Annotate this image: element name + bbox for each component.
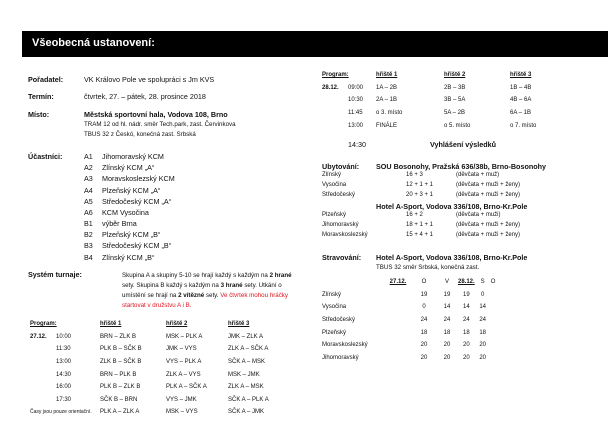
- system-bold-2: 3 hrané: [220, 282, 243, 289]
- section-title: Všeobecná ustanovení:: [32, 37, 155, 49]
- headcount-note: (děvčata + muži + ženy): [456, 192, 521, 198]
- system-red-1: Ve čtvrtek mohou hráčky: [220, 292, 288, 299]
- time-cell: 17:30: [56, 396, 72, 403]
- meals-row: [322, 352, 495, 365]
- program-28-row: [322, 94, 580, 107]
- team-name: Zlínský: [322, 291, 342, 298]
- accommodation-hotel1: SOU Bosonohy, Pražská 636/38b, Brno-Bosonohy: [376, 162, 547, 171]
- program-28-table: [322, 69, 580, 132]
- meal-count: 20: [443, 342, 451, 349]
- team-name: Plzeňský: [322, 329, 347, 336]
- participant-code: B1: [84, 219, 93, 228]
- participant-item: [84, 241, 171, 252]
- participant-item: [84, 186, 175, 197]
- meal-count: 24: [420, 317, 428, 324]
- headcount-note: (děvčata + muži + ženy): [456, 232, 521, 238]
- system-text-3b: sety.: [204, 292, 221, 299]
- program-27-court2: hřiště 2: [166, 321, 188, 328]
- meal-count: [398, 301, 412, 314]
- participant-name: Středočeský KCM „B“: [102, 241, 172, 251]
- participant-item: [84, 152, 175, 163]
- meal-count: 20: [420, 342, 428, 349]
- meal-count: 20: [443, 354, 451, 361]
- meals-col-o1: O: [421, 279, 427, 286]
- program-27-row: [30, 394, 298, 407]
- headcount: 12 + 1 + 1: [406, 182, 434, 188]
- meal-count: 20: [479, 354, 487, 361]
- participant-name: Plzeňský KCM „B“: [102, 230, 161, 240]
- accommodation-row: [322, 180, 566, 190]
- headcount: 16 + 2: [406, 212, 423, 218]
- meal-count: 20: [463, 342, 470, 349]
- meals-row: [322, 326, 495, 339]
- program-date: [322, 107, 348, 120]
- match-cell: 2B – 3B: [444, 84, 466, 91]
- meal-count: 19: [443, 291, 451, 298]
- meals-date2: 28.12.: [458, 279, 475, 286]
- participant-name: Zlínský KCM „B“: [102, 252, 155, 262]
- participant-name: KCM Vysočina: [102, 207, 149, 217]
- meals-row: [322, 339, 495, 352]
- headcount: 18 + 1 + 1: [406, 222, 434, 228]
- participant-code: A4: [84, 185, 93, 195]
- participant-code: A3: [84, 174, 93, 184]
- match-cell: 1A – 2B: [376, 84, 398, 91]
- meals-row: [322, 314, 495, 327]
- participant-item: [84, 208, 175, 219]
- participant-code: A1: [84, 152, 93, 161]
- participant-name: výběr Brna: [102, 219, 137, 228]
- program-date: [30, 381, 56, 394]
- match-cell: ZLK A – VYS: [166, 371, 201, 378]
- participant-name: Jihomoravský KCM: [102, 152, 164, 161]
- system-text-1: Skupina A a skupiny 5-10 se hrají každý s každým na: [122, 272, 270, 279]
- headcount: 20 + 3 + 1: [406, 192, 434, 198]
- team-name: Moravskoslezský: [322, 342, 368, 349]
- final-time: 14:30: [348, 140, 366, 149]
- meals-sub: TBUS 32 směr Srbská, konečná zast.: [376, 264, 480, 271]
- program-27-header: [30, 318, 298, 331]
- match-cell: JMK – VYS: [166, 346, 197, 353]
- meals-row: [322, 301, 495, 314]
- term-label: Termín:: [28, 92, 54, 101]
- headcount: 16 + 3: [406, 172, 423, 178]
- headcount-note: (děvčata + muži + ženy): [456, 182, 521, 188]
- match-cell: o 5. místo: [444, 122, 471, 129]
- time-cell: 14:30: [56, 371, 72, 378]
- program-27-heading: Program:: [30, 321, 57, 328]
- organizer-value: VK Královo Pole ve spolupráci s Jm KVS: [84, 75, 215, 84]
- program-28-row: [322, 82, 580, 95]
- program-28-court3: hřiště 3: [510, 72, 532, 79]
- participant-item: [84, 174, 175, 185]
- participant-name: Zlínský KCM „A“: [102, 163, 155, 173]
- system-red-2: startovat v družstvu A i B.: [122, 302, 192, 309]
- accommodation-row: [322, 220, 566, 230]
- system-label: Systém turnaje:: [28, 270, 82, 279]
- program-28-row: [322, 119, 580, 132]
- group-a-list: [84, 152, 175, 219]
- system-text-2b: sety. Utkání o: [242, 282, 282, 289]
- match-cell: ZLK B – SČK B: [100, 359, 142, 366]
- accommodation-table-1: [322, 170, 566, 200]
- meals-date1: 27.12.: [389, 279, 407, 286]
- match-cell: 4B – 6A: [510, 97, 532, 104]
- meal-count: 14: [443, 304, 451, 311]
- meal-count: 18: [420, 329, 428, 336]
- meal-count: 24: [479, 317, 487, 324]
- match-cell: 5A – 2B: [444, 110, 466, 117]
- participant-name: Moravskoslezský KCM: [102, 174, 175, 184]
- team-name: Zlínský: [322, 172, 342, 178]
- program-date: [30, 356, 56, 369]
- meal-count: 20: [479, 342, 487, 349]
- headcount: 15 + 4 + 1: [406, 232, 434, 238]
- match-cell: 6A – 1B: [510, 110, 532, 117]
- participant-code: B4: [84, 252, 93, 262]
- match-cell: BRN – PLK B: [100, 371, 137, 378]
- match-cell: ZLK A – MSK: [228, 384, 264, 391]
- spacer: [384, 339, 398, 352]
- match-cell: PLK B – SČK B: [100, 346, 142, 353]
- match-cell: 3B – 5A: [444, 97, 466, 104]
- program-27-court3: hřiště 3: [228, 321, 250, 328]
- program-27-row: [30, 331, 298, 344]
- meals-row: [322, 289, 495, 302]
- participant-item: [84, 197, 175, 208]
- participant-code: A2: [84, 163, 93, 173]
- program-date: [322, 94, 348, 107]
- program-27-row: [30, 368, 298, 381]
- final-text: Vyhlášení výsledků: [430, 140, 497, 149]
- accommodation-row: [322, 170, 566, 180]
- system-text-2: sety. Skupina B každý s každým na: [122, 282, 221, 289]
- meal-count: [398, 314, 412, 327]
- meal-count: [398, 326, 412, 339]
- program-27-court1: hřiště 1: [100, 321, 122, 328]
- meal-count: [398, 289, 412, 302]
- meals-hotel: Hotel A-Sport, Vodova 336/108, Brno-Kr.Pole: [376, 253, 528, 262]
- match-cell: JMK – ZLK A: [228, 333, 264, 340]
- meals-table: [322, 276, 495, 364]
- spacer: [384, 301, 398, 314]
- meal-count: 14: [479, 304, 487, 311]
- match-cell: 1B – 4B: [510, 84, 532, 91]
- program-date: [30, 343, 56, 356]
- team-name: Vysočina: [322, 182, 347, 188]
- time-cell: 10:00: [56, 333, 72, 340]
- program-27-table: [30, 318, 298, 419]
- match-cell: PLK A – ZLK A: [100, 409, 140, 416]
- participant-code: A5: [84, 196, 93, 206]
- system-bold-3: 2 vítězné: [178, 292, 205, 299]
- match-cell: ZLK A – SČK A: [228, 346, 269, 353]
- spacer: [384, 326, 398, 339]
- program-28-heading: Program:: [322, 72, 349, 79]
- participant-code: A6: [84, 207, 93, 217]
- match-cell: SČK A – PLK A: [228, 396, 269, 403]
- accommodation-row: [322, 210, 566, 220]
- program-27-row: [30, 381, 298, 394]
- team-name: Středočeský: [322, 192, 356, 198]
- match-cell: 2A – 1B: [376, 97, 398, 104]
- place-line1: TRAM 12 od hl. nádr. směr Tech.park, zast. Červinkova: [84, 121, 236, 128]
- participant-item: [84, 230, 171, 241]
- time-cell: 11:45: [348, 110, 363, 117]
- system-text: [122, 271, 292, 311]
- meals-label: Stravování:: [322, 253, 362, 262]
- program-date: 28.12.: [322, 84, 339, 91]
- accommodation-row: [322, 230, 566, 240]
- meal-count: 18: [463, 329, 470, 336]
- program-28-court2: hřiště 2: [444, 72, 466, 79]
- participant-item: [84, 163, 175, 174]
- headcount-note: (děvčata + muži + ženy): [456, 222, 521, 228]
- program-28-court1: hřiště 1: [376, 72, 398, 79]
- program-27-row: [30, 343, 298, 356]
- match-cell: FINÁLE: [376, 122, 398, 129]
- participant-name: Středočeský KCM „A“: [102, 196, 172, 206]
- match-cell: MSK – VYS: [166, 409, 198, 416]
- spacer: [384, 289, 398, 302]
- system-bold-1: 2 hrané: [269, 272, 292, 279]
- meal-count: 19: [463, 291, 470, 298]
- meal-count: 18: [443, 329, 451, 336]
- spacer: [384, 352, 398, 365]
- spacer: [384, 314, 398, 327]
- match-cell: o 7. místo: [510, 122, 537, 129]
- team-name: Jihomoravský: [322, 354, 359, 361]
- meal-count: 18: [479, 329, 487, 336]
- program-27-row: [30, 356, 298, 369]
- program-27-note-row: [30, 406, 298, 419]
- accommodation-label: Ubytování:: [322, 162, 360, 171]
- time-cell: 09:00: [348, 84, 364, 91]
- participant-code: B3: [84, 241, 93, 251]
- match-cell: SČK A – JMK: [228, 409, 265, 416]
- team-name: Plzeňský: [322, 212, 347, 218]
- accommodation-table-2: [322, 210, 566, 240]
- program-28-header: [322, 69, 580, 82]
- term-value: čtvrtek, 27. – pátek, 28. prosince 2018: [84, 92, 206, 101]
- match-cell: MSK – PLK A: [166, 333, 203, 340]
- participant-name: Plzeňský KCM „A“: [102, 185, 161, 195]
- program-date: [30, 394, 56, 407]
- time-cell: 13:00: [348, 122, 364, 129]
- meal-count: 24: [463, 317, 470, 324]
- match-cell: SČK B – BRN: [100, 396, 138, 403]
- place-label: Místo:: [28, 110, 50, 119]
- program-28-row: [322, 107, 580, 120]
- match-cell: VYS – JMK: [166, 396, 197, 403]
- team-name: Moravskoslezský: [322, 232, 368, 238]
- participant-item: [84, 219, 171, 230]
- match-cell: BRN – ZLK B: [100, 333, 137, 340]
- program-date: [30, 368, 56, 381]
- section-title-bar: [22, 31, 608, 57]
- match-cell: PLK A – SČK A: [166, 384, 207, 391]
- team-name: Středočeský: [322, 317, 356, 324]
- meal-count: 24: [443, 317, 451, 324]
- program-date: [322, 119, 348, 132]
- system-text-3: umístění se hrají na: [122, 292, 179, 299]
- group-b-list: [84, 219, 171, 264]
- team-name: Jihomoravský: [322, 222, 359, 228]
- accommodation-hotel2: Hotel A-Sport, Vodova 336/108, Brno-Kr.Pole: [376, 202, 528, 211]
- team-name: Vysočina: [322, 304, 347, 311]
- meal-count: 20: [420, 354, 428, 361]
- time-cell: 16:00: [56, 384, 72, 391]
- meal-count: [398, 339, 412, 352]
- meal-count: 0: [481, 291, 485, 298]
- headcount-note: (děvčata + muži): [456, 212, 501, 218]
- meal-count: [398, 352, 412, 365]
- match-cell: SČK A – MSK: [228, 359, 266, 366]
- meals-col-o2: O: [490, 279, 496, 286]
- organizer-label: Pořadatel:: [28, 75, 64, 84]
- match-cell: PLK B – ZLK B: [100, 384, 141, 391]
- time-cell: 13:00: [56, 359, 72, 366]
- time-cell: 10:30: [348, 97, 364, 104]
- meals-header: [322, 276, 495, 289]
- meal-count: 14: [463, 304, 470, 311]
- match-cell: VYS – PLK A: [166, 359, 202, 366]
- participant-code: B2: [84, 230, 93, 240]
- meals-col-s: S: [480, 279, 485, 286]
- program-date: 27.12.: [30, 333, 47, 340]
- time-cell: 11:30: [56, 346, 71, 353]
- place-line2: TBUS 32 z Českó, konečná zast. Srbská: [84, 131, 196, 138]
- match-cell: MSK – JMK: [228, 371, 260, 378]
- place-title: Městská sportovní hala, Vodova 108, Brno: [84, 110, 228, 119]
- meal-count: 19: [420, 291, 428, 298]
- participants-label: Účastníci:: [28, 152, 63, 161]
- match-cell: o 3. místo: [376, 110, 403, 117]
- accommodation-row: [322, 190, 566, 200]
- meal-count: 20: [463, 354, 470, 361]
- headcount-note: (děvčata + muž): [456, 172, 500, 178]
- meals-col-v: V: [444, 279, 449, 286]
- participant-item: [84, 253, 171, 264]
- meal-count: 0: [422, 304, 426, 311]
- program-27-note: Časy jsou pouze orientační.: [30, 409, 92, 416]
